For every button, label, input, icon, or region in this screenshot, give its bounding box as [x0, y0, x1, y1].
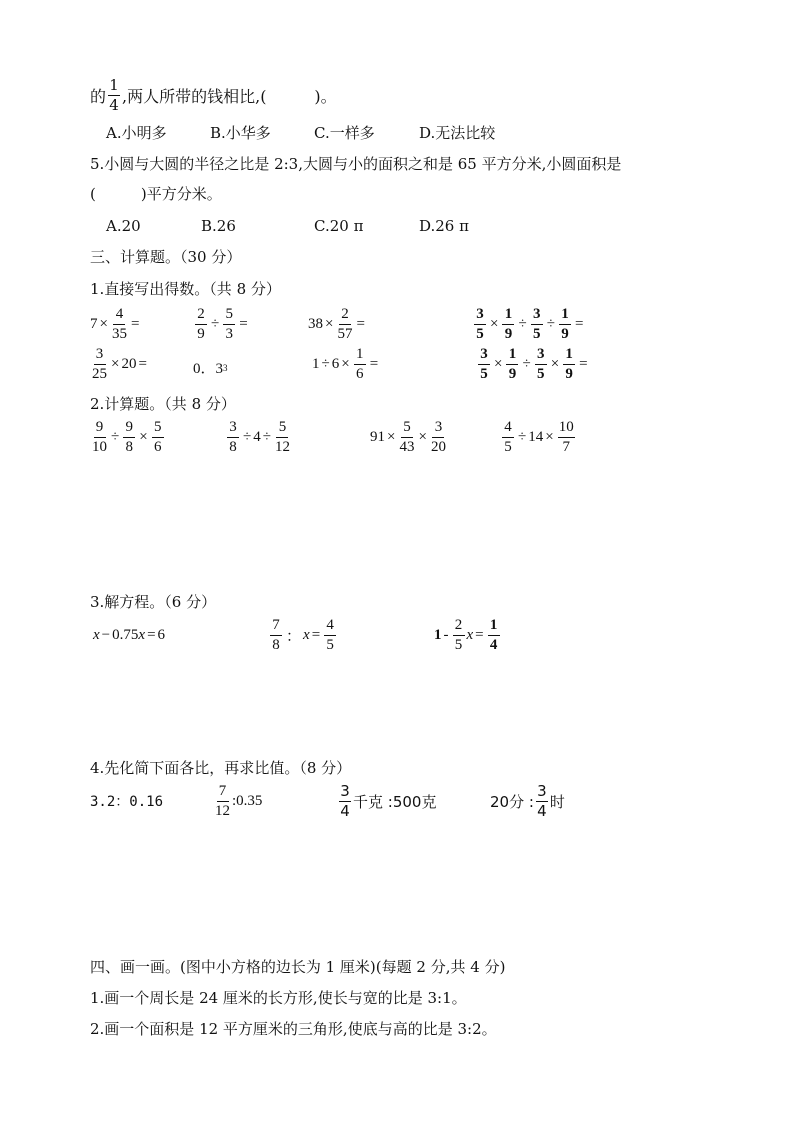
p1-expr-5: $\frac{3}{25}$ × 20 =: [92, 346, 147, 382]
p3-eq-2: $\frac{7}{8}$ ： x = $\frac{4}{5}$: [268, 618, 338, 653]
q4-option-b: B.小华多: [210, 124, 271, 142]
question-5-line1: 5.小圆与大圆的半径之比是 2:3,大圆与小的面积之和是 65 平方分米,小圆面积是: [90, 155, 622, 173]
section-3-title: 三、计算题。（30 分）: [90, 248, 242, 266]
q4-option-c: C.一样多: [314, 124, 375, 142]
q5-option-d: D.26 π: [419, 217, 469, 235]
p4-ratio-2: $\frac{7}{12}$ :0.35: [215, 783, 263, 819]
part-4-title: 4.先化简下面各比，再求比值。（8 分）: [90, 759, 352, 777]
q4-fraction: $\frac{1}{4}$: [109, 76, 119, 114]
p4-ratio-4: 20分 : $\frac{3}{4}$ 时: [490, 782, 565, 820]
p2-expr-3: 91 × $\frac{5}{43}$ × $\frac{3}{20}$: [370, 419, 446, 455]
p1-expr-2: $\frac{2}{9}$ ÷ $\frac{5}{3}$ =: [193, 307, 250, 342]
p2-expr-2: $\frac{3}{8}$ ÷ 4 ÷ $\frac{5}{12}$: [225, 420, 292, 455]
p1-expr-8: $\frac{3}{5}$ × $\frac{1}{9}$ ÷ $\frac{3}{5}$ × $\frac{1}{9}$ =: [476, 347, 590, 382]
p3-eq-1: x − 0.75 x = 6: [93, 627, 166, 643]
p1-expr-1: 7 × $\frac{4}{35}$ =: [90, 306, 140, 342]
p1-expr-7: 1 ÷ 6 × $\frac{1}{6}$ =: [312, 346, 379, 382]
q5-option-b: B.26: [201, 217, 236, 235]
question-4-tail: [90, 78, 337, 113]
p3-eq-3: 1 - $\frac{2}{5}$ x = $\frac{1}{4}$: [434, 618, 502, 653]
q4-post: ,两人所带的钱相比,( )。: [122, 87, 337, 106]
part-3-title: 3.解方程。（6 分）: [90, 593, 217, 611]
section-4-item-1: 1.画一个周长是 24 厘米的长方形,使长与宽的比是 3:1。: [90, 989, 467, 1007]
p1-expr-4: $\frac{3}{5}$ × $\frac{1}{9}$ ÷ $\frac{3}{5}$ ÷ $\frac{1}{9}$ =: [472, 307, 585, 342]
q5-option-c: C.20 π: [314, 217, 364, 235]
section-4-item-2: 2.画一个面积是 12 平方厘米的三角形,使底与高的比是 3:2。: [90, 1020, 497, 1038]
q4-pre: 的: [90, 87, 107, 106]
part-2-title: 2.计算题。（共 8 分）: [90, 395, 236, 413]
p2-expr-1: $\frac{9}{10}$ ÷ $\frac{9}{8}$ × $\frac{5}{6}$: [90, 420, 166, 455]
part-1-title: 1.直接写出得数。（共 8 分）: [90, 280, 281, 298]
p4-ratio-1: 3.2：0.16: [90, 794, 164, 810]
q4-option-a: A.小明多: [106, 124, 167, 142]
q5-option-a: A.20: [106, 217, 141, 235]
q4-option-d: D.无法比较: [419, 124, 496, 142]
question-5-line2: ( )平方分米。: [90, 185, 222, 203]
p2-expr-4: $\frac{4}{5}$ ÷ 14 × $\frac{10}{7}$: [500, 420, 577, 455]
p4-ratio-3: $\frac{3}{4}$ 千克 :500克: [340, 782, 437, 820]
section-4-title: 四、画一画。(图中小方格的边长为 1 厘米)(每题 2 分,共 4 分): [90, 958, 506, 976]
p1-expr-6: 0．3 3: [193, 361, 228, 377]
p1-expr-3: 38 × $\frac{2}{57}$ =: [308, 306, 365, 342]
